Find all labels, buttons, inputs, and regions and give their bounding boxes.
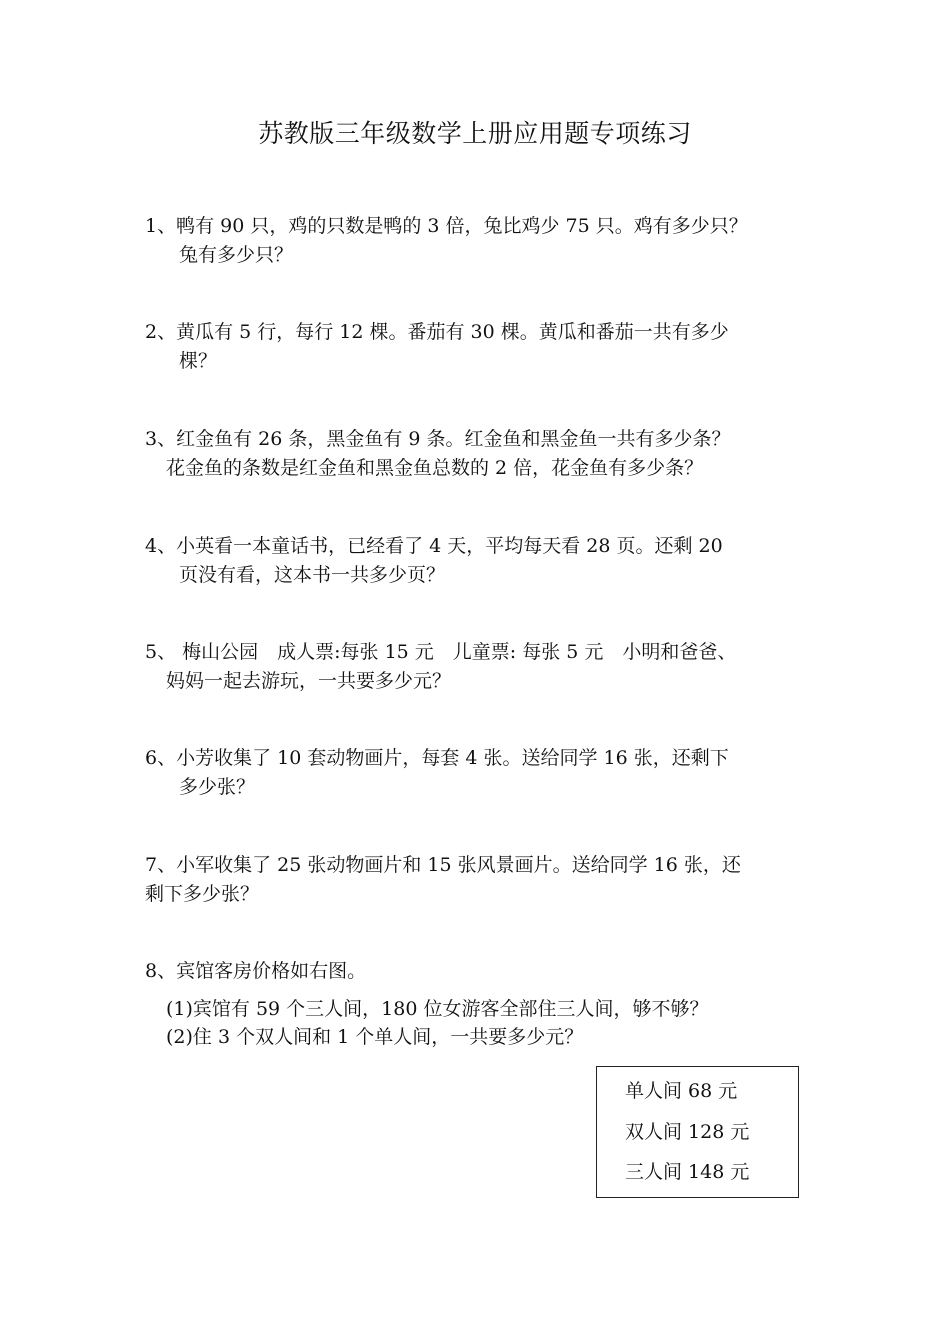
problem-8-line-1: 8、宾馆客房价格如右图。: [145, 960, 367, 982]
problem-3-line-2: 花金鱼的条数是红金鱼和黑金鱼总数的 2 倍，花金鱼有多少条？: [166, 457, 704, 479]
price-row-triple: 三人间 148 元: [625, 1161, 750, 1183]
price-row-single: 单人间 68 元: [625, 1080, 738, 1102]
problem-6-line-2: 多少张？: [179, 776, 256, 798]
problem-5-line-2: 妈妈一起去游玩，一共要多少元？: [166, 670, 452, 692]
price-row-double: 双人间 128 元: [625, 1121, 750, 1143]
problem-2-line-1: 2、黄瓜有 5 行，每行 12 棵。番茄有 30 棵。黄瓜和番茄一共有多少: [145, 321, 729, 343]
problem-3-line-1: 3、红金鱼有 26 条，黑金鱼有 9 条。红金鱼和黑金鱼一共有多少条？: [145, 428, 731, 450]
problem-8-subquestion-2: (2)住 3 个双人间和 1 个单人间，一共要多少元？: [166, 1026, 584, 1048]
problem-1-line-1: 1、鸭有 90 只，鸡的只数是鸭的 3 倍，兔比鸡少 75 只。鸡有多少只？: [145, 215, 748, 237]
worksheet-title: 苏教版三年级数学上册应用题专项练习: [258, 119, 692, 148]
problem-7-line-1: 7、小军收集了 25 张动物画片和 15 张风景画片。送给同学 16 张，还: [145, 854, 741, 876]
problem-2-line-2: 棵？: [179, 350, 218, 372]
problem-5-line-1: 5、 梅山公园 成人票:每张 15 元 儿童票: 每张 5 元 小明和爸爸、: [145, 641, 737, 663]
problem-6-line-1: 6、小芳收集了 10 套动物画片，每套 4 张。送给同学 16 张，还剩下: [145, 747, 729, 769]
problem-4-line-2: 页没有看，这本书一共多少页？: [179, 564, 446, 586]
problem-8-subquestion-1: (1)宾馆有 59 个三人间，180 位女游客全部住三人间，够不够？: [166, 998, 709, 1020]
room-price-table: [596, 1066, 799, 1198]
problem-7-line-2: 剩下多少张？: [145, 883, 260, 905]
problem-4-line-1: 4、小英看一本童话书，已经看了 4 天，平均每天看 28 页。还剩 20: [145, 535, 723, 557]
problem-1-line-2: 兔有多少只？: [179, 244, 294, 266]
